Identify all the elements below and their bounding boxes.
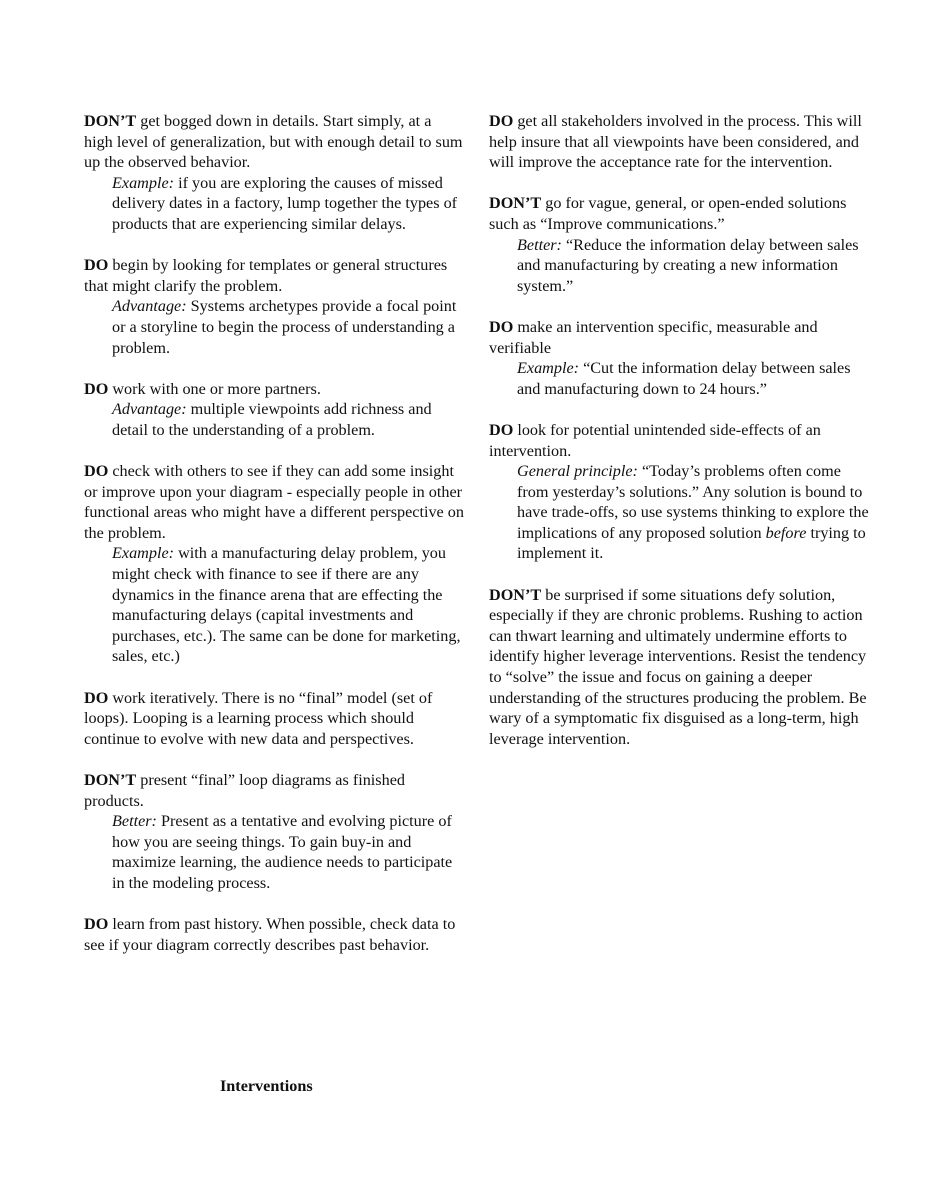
- note-label: Example:: [112, 173, 175, 192]
- guideline-text: look for potential unintended side-effects of an intervention.: [489, 420, 821, 460]
- guideline-main: [84, 111, 464, 173]
- guideline-main: [84, 688, 464, 750]
- guideline-keyword: DON’T: [489, 585, 542, 604]
- guideline-keyword: DO: [84, 915, 109, 934]
- guideline-keyword: DO: [84, 379, 109, 398]
- guideline-main: [489, 585, 874, 750]
- guideline-note: [84, 296, 464, 358]
- guideline-note: [489, 235, 874, 297]
- note-text: multiple viewpoints add richness and detail to the understanding of a problem.: [112, 400, 432, 439]
- guideline-block: [84, 688, 464, 750]
- note-label: General principle:: [517, 462, 638, 481]
- guideline-main: [489, 111, 874, 173]
- guideline-main: [84, 770, 464, 811]
- note-text: “Reduce the information delay between sales and manufacturing by creating a new information system.”: [517, 235, 859, 295]
- guideline-main: [84, 461, 464, 543]
- left-column: [84, 111, 464, 976]
- guideline-text: make an intervention specific, measurable and verifiable: [489, 317, 818, 357]
- guideline-text: check with others to see if they can add some insight or improve upon your diagram - especially people in other functional areas who might have a different perspective on the problem.: [84, 462, 464, 542]
- note-label: Better:: [112, 812, 157, 831]
- guideline-main: [84, 379, 464, 400]
- guideline-main: [84, 255, 464, 296]
- guideline-note: [489, 461, 874, 564]
- note-label: Advantage:: [112, 297, 187, 316]
- guideline-text: get bogged down in details. Start simply, at a high level of generalization, but with enough detail to sum up the observed behavior.: [84, 112, 463, 172]
- guideline-block: [489, 111, 874, 173]
- guideline-keyword: DO: [84, 462, 109, 481]
- note-text: Present as a tentative and evolving picture of how you are seeing things. To gain buy-in and maximize learning, the audience needs to participate in the modeling process.: [112, 812, 453, 892]
- note-tail: trying to implement it.: [517, 523, 866, 563]
- note-label: Example:: [112, 544, 175, 563]
- guideline-note: [84, 399, 464, 440]
- note-text: if you are exploring the causes of missed delivery dates in a factory, lump together the types of products that are experiencing similar delays.: [112, 173, 458, 233]
- guideline-block: [84, 379, 464, 441]
- guideline-text: be surprised if some situations defy solution, especially if they are chronic problems. Rushing to action can thwart learning and ultimately undermine efforts to identify higher leverage interventions. Resist the tendency to “solve” the issue and focus on gaining a deeper understanding of the structures producing the problem. Be wary of a symptomatic fix disguised as a long-term, high leverage intervention.: [489, 585, 867, 748]
- guideline-keyword: DON’T: [489, 194, 542, 213]
- guideline-note: [84, 173, 464, 235]
- guideline-text: work iteratively. There is no “final” model (set of loops). Looping is a learning process which should continue to evolve with new data and perspectives.: [84, 688, 433, 748]
- guideline-text: learn from past history. When possible, check data to see if your diagram correctly describes past behavior.: [84, 915, 456, 954]
- guideline-main: [489, 317, 874, 358]
- guideline-block: [489, 585, 874, 750]
- guideline-text: begin by looking for templates or general structures that might clarify the problem.: [84, 256, 448, 295]
- note-text: “Today’s problems often come from yesterday’s solutions.” Any solution is bound to have trade-offs, so use systems thinking to explore the implications of any proposed solution: [517, 462, 869, 542]
- guideline-block: [84, 914, 464, 955]
- guideline-main: [489, 193, 874, 234]
- note-label: Better:: [517, 235, 562, 254]
- note-text: Systems archetypes provide a focal point or a storyline to begin the process of understanding a problem.: [112, 297, 457, 357]
- guideline-block: [489, 317, 874, 399]
- note-label: Advantage:: [112, 400, 187, 419]
- guideline-keyword: DON’T: [84, 112, 137, 130]
- guideline-main: [84, 914, 464, 955]
- guideline-keyword: DO: [489, 420, 514, 439]
- note-text: with a manufacturing delay problem, you might check with finance to see if there are any dynamics in the finance arena that are effecting the manufacturing delays (capital investments and purchases, etc.). The same can be done for marketing, sales, etc.): [112, 544, 461, 666]
- guideline-note: [489, 358, 874, 399]
- note-label: Example:: [517, 359, 580, 378]
- guideline-text: get all stakeholders involved in the process. This will help insure that all viewpoints have been considered, and will improve the acceptance rate for the intervention.: [489, 112, 862, 172]
- guideline-keyword: DO: [489, 112, 514, 130]
- guideline-keyword: DON’T: [84, 771, 137, 789]
- guideline-block: [84, 255, 464, 358]
- guideline-keyword: DO: [84, 688, 109, 707]
- guideline-block: [84, 770, 464, 894]
- note-emphasis: before: [765, 523, 807, 542]
- guideline-text: work with one or more partners.: [108, 379, 321, 398]
- guideline-note: [84, 811, 464, 893]
- guideline-block: [84, 461, 464, 667]
- guideline-main: [489, 420, 874, 461]
- guideline-block: [84, 111, 464, 235]
- guideline-text: go for vague, general, or open-ended solutions such as “Improve communications.”: [489, 194, 847, 233]
- guideline-keyword: DO: [489, 317, 514, 336]
- section-heading: Interventions: [220, 1077, 313, 1095]
- note-text: “Cut the information delay between sales and manufacturing down to 24 hours.”: [517, 359, 851, 398]
- guideline-block: [489, 420, 874, 564]
- right-column: [489, 111, 874, 770]
- guideline-text: present “final” loop diagrams as finished products.: [84, 771, 405, 810]
- guideline-block: [489, 193, 874, 296]
- guideline-note: [84, 543, 464, 667]
- guideline-keyword: DO: [84, 256, 109, 275]
